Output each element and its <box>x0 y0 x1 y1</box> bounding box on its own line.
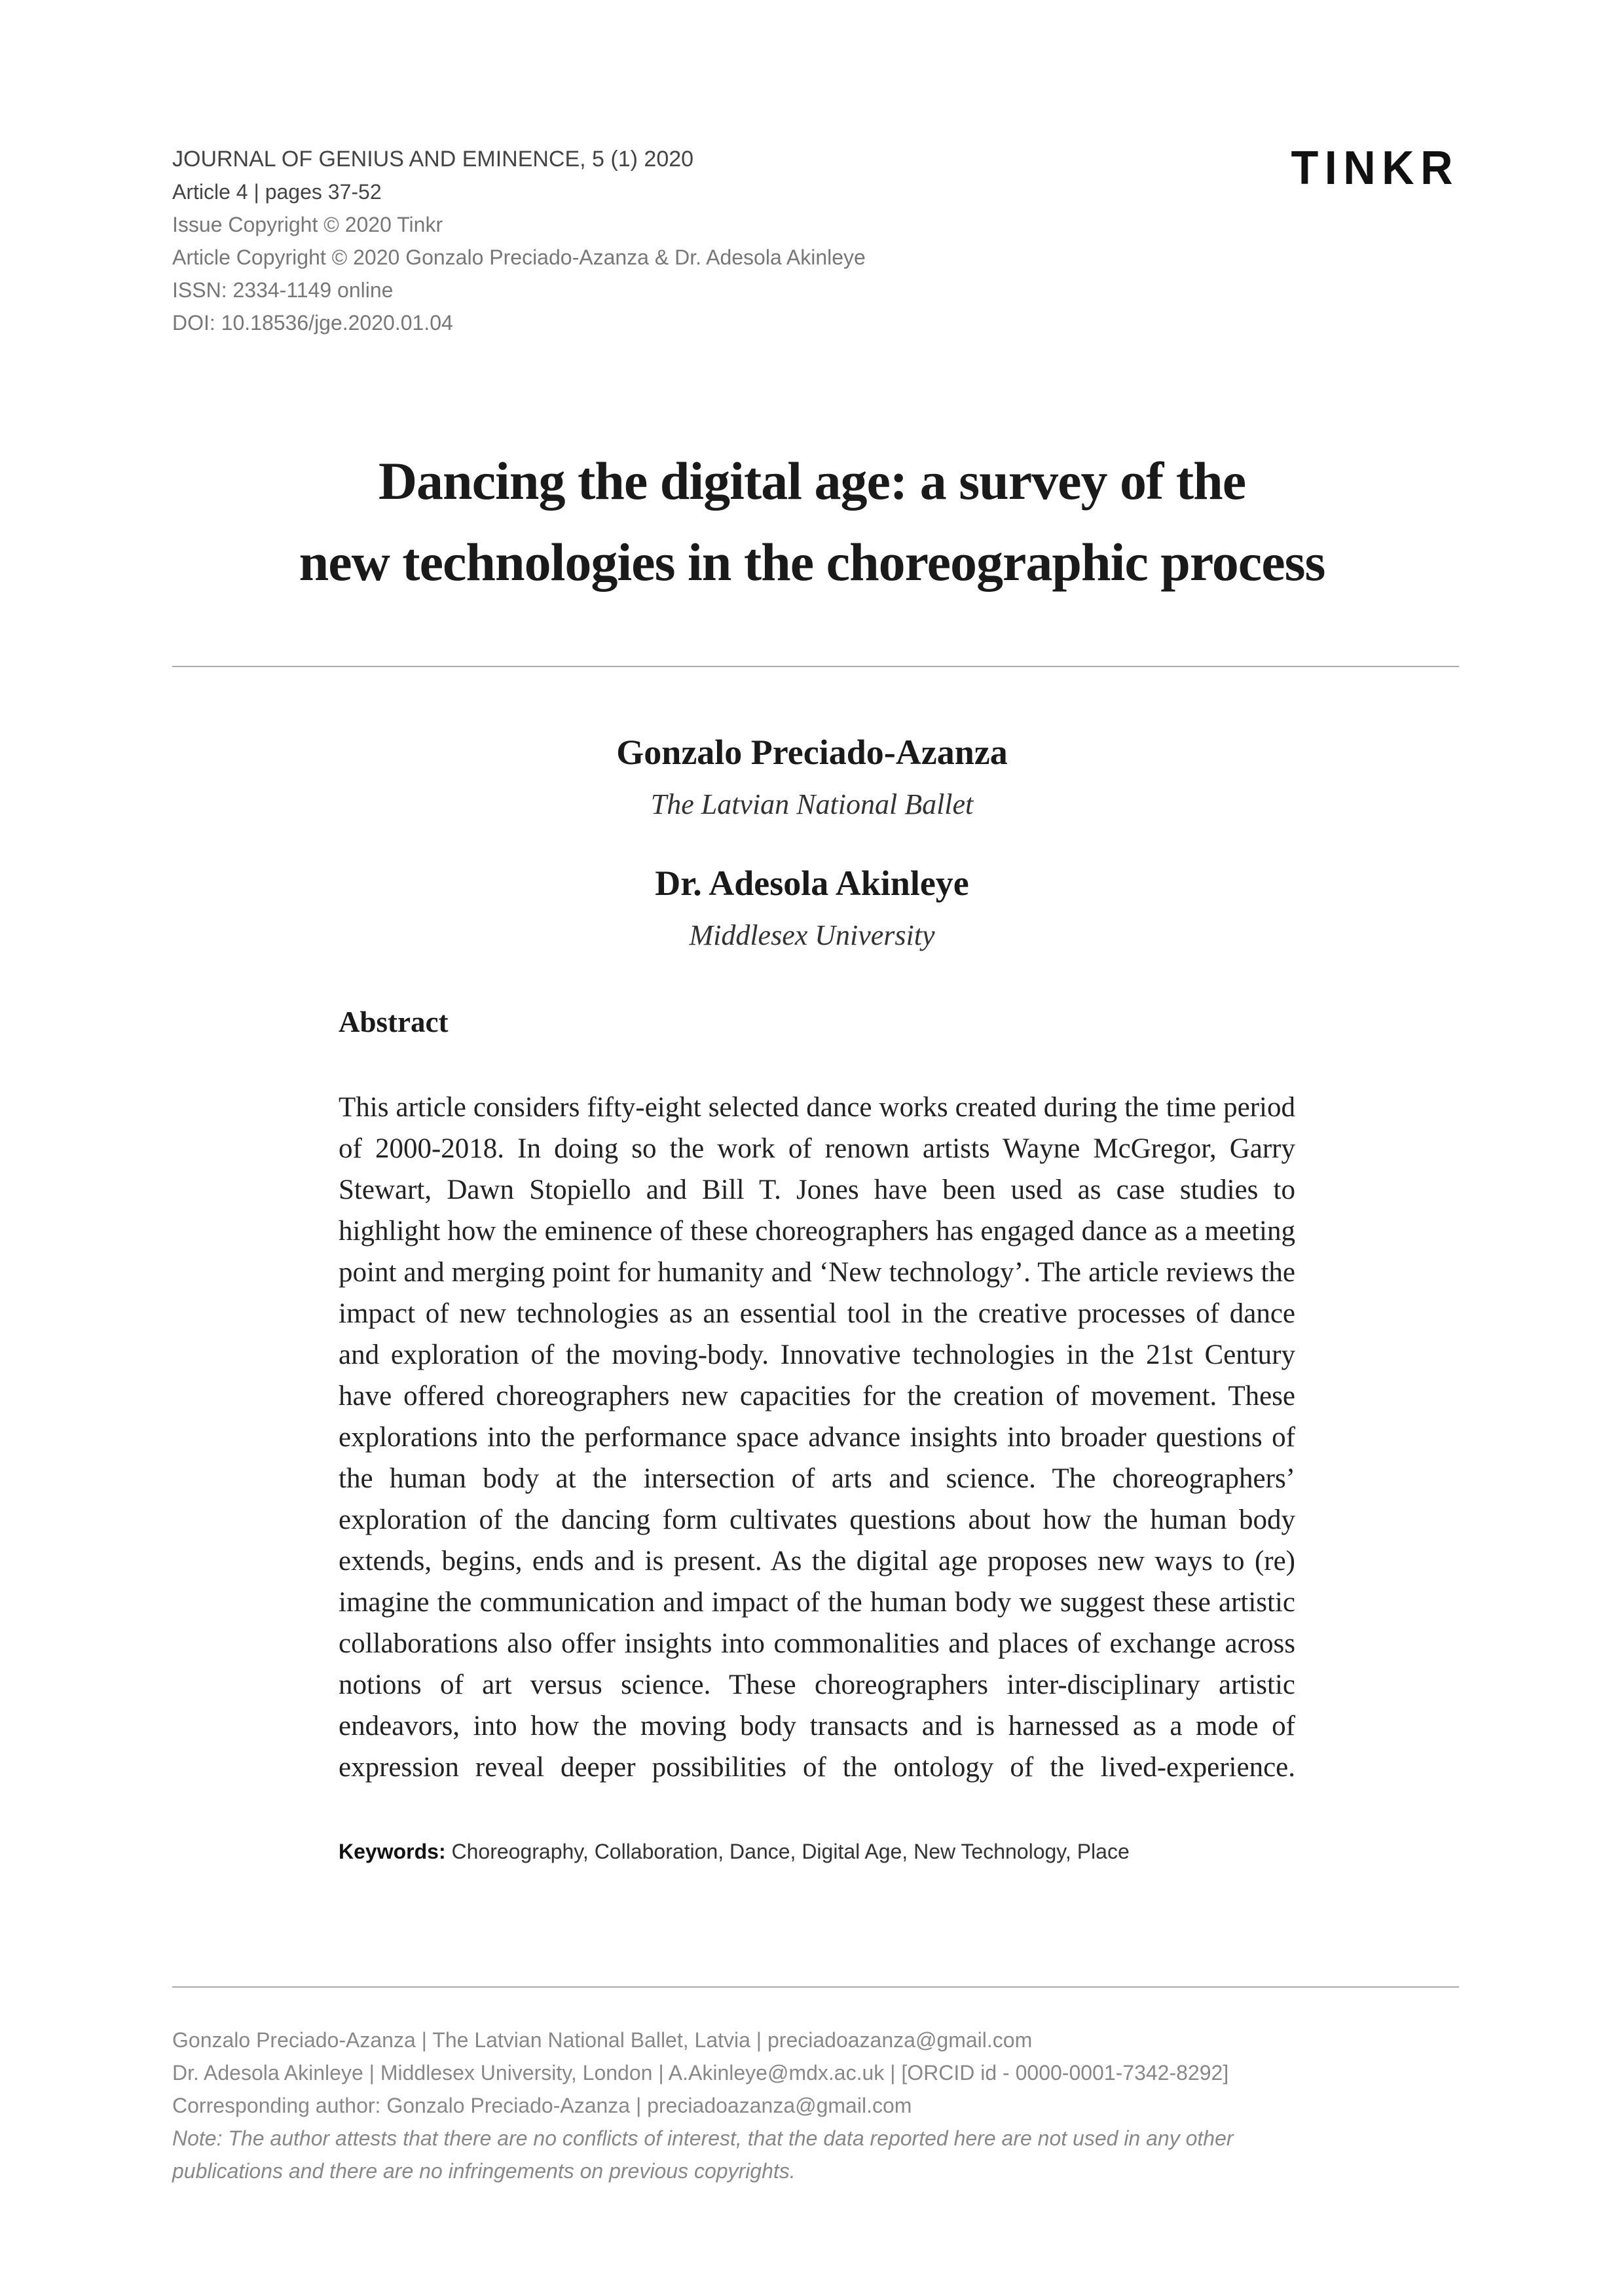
divider-bottom <box>172 1986 1459 1988</box>
tinkr-logo: TINKR <box>1291 142 1459 194</box>
doi: DOI: 10.18536/jge.2020.01.04 <box>172 311 453 335</box>
journal-name: JOURNAL OF GENIUS AND EMINENCE, 5 (1) 2020 <box>172 147 694 172</box>
issue-copyright: Issue Copyright © 2020 Tinkr <box>172 213 443 236</box>
keywords-label: Keywords: <box>339 1840 446 1863</box>
abstract-text: This article considers fifty-eight selected dance works created during the time period of 2000-2018. In doing so the work of renown artists Wayne McGregor, Garry Stewart, Dawn Stopiello and Bill T. Jones have been used as case studies to highlight how the eminence of these choreographers has engaged dance as a meeting point and merging point for humanity and ‘New technology’. The article reviews the impact of new technologies as an essential tool in the creative processes of dance and exploration of the moving-body. Innovative technologies in the 21st Century have offered choreographers new capacities for the creation of movement. These explorations into the performance space advance insights into broader questions of the human body at the intersection of arts and science. The choreographers’ exploration of the dancing form cultivates questions about how the human body extends, begins, ends and is present. As the digital age proposes new ways to (re) imagine the communication and impact of the human body we suggest these artistic collaborations also offer insights into commonalities and places of exchange across notions of art versus science. These choreographers inter-disciplinary artistic endeavors, into how the moving body transacts and is harnessed as a mode of expression reveal deeper possibilities of the ontology of the lived-experience. <box>339 1092 1295 1783</box>
footer-author-1: Gonzalo Preciado-Azanza | The Latvian National Ballet, Latvia | preciadoazanza@gmail.com <box>172 2028 1033 2052</box>
article-copyright: Article Copyright © 2020 Gonzalo Preciado-Azanza & Dr. Adesola Akinleye <box>172 246 866 269</box>
title-line-2: new technologies in the choreographic process <box>299 532 1325 592</box>
author-affiliation: The Latvian National Ballet <box>650 788 974 820</box>
keywords <box>339 1840 1130 1864</box>
author-affiliation: Middlesex University <box>689 919 935 951</box>
keywords-value: Choreography, Collaboration, Dance, Digital Age, New Technology, Place <box>451 1840 1130 1863</box>
footer-author-2: Dr. Adesola Akinleye | Middlesex University, London | A.Akinleye@mdx.ac.uk | [ORCID id - 0000-0001-7342-8292] <box>172 2061 1229 2085</box>
author-name: Gonzalo Preciado-Azanza <box>616 733 1008 772</box>
issn: ISSN: 2334-1149 online <box>172 278 394 302</box>
footer-note: Note: The author attests that there are no conflicts of interest, that the data reported here are not used in any other <box>172 2126 1234 2150</box>
article-pages: Article 4 | pages 37-52 <box>172 180 382 204</box>
abstract-heading: Abstract <box>339 1006 449 1038</box>
footer-corresponding: Corresponding author: Gonzalo Preciado-Azanza | preciadoazanza@gmail.com <box>172 2094 912 2117</box>
footer-note-cont: publications and there are no infringements on previous copyrights. <box>172 2159 796 2183</box>
title-line-1: Dancing the digital age: a survey of the <box>378 451 1246 511</box>
divider-top <box>172 666 1459 667</box>
author-name: Dr. Adesola Akinleye <box>655 864 969 903</box>
